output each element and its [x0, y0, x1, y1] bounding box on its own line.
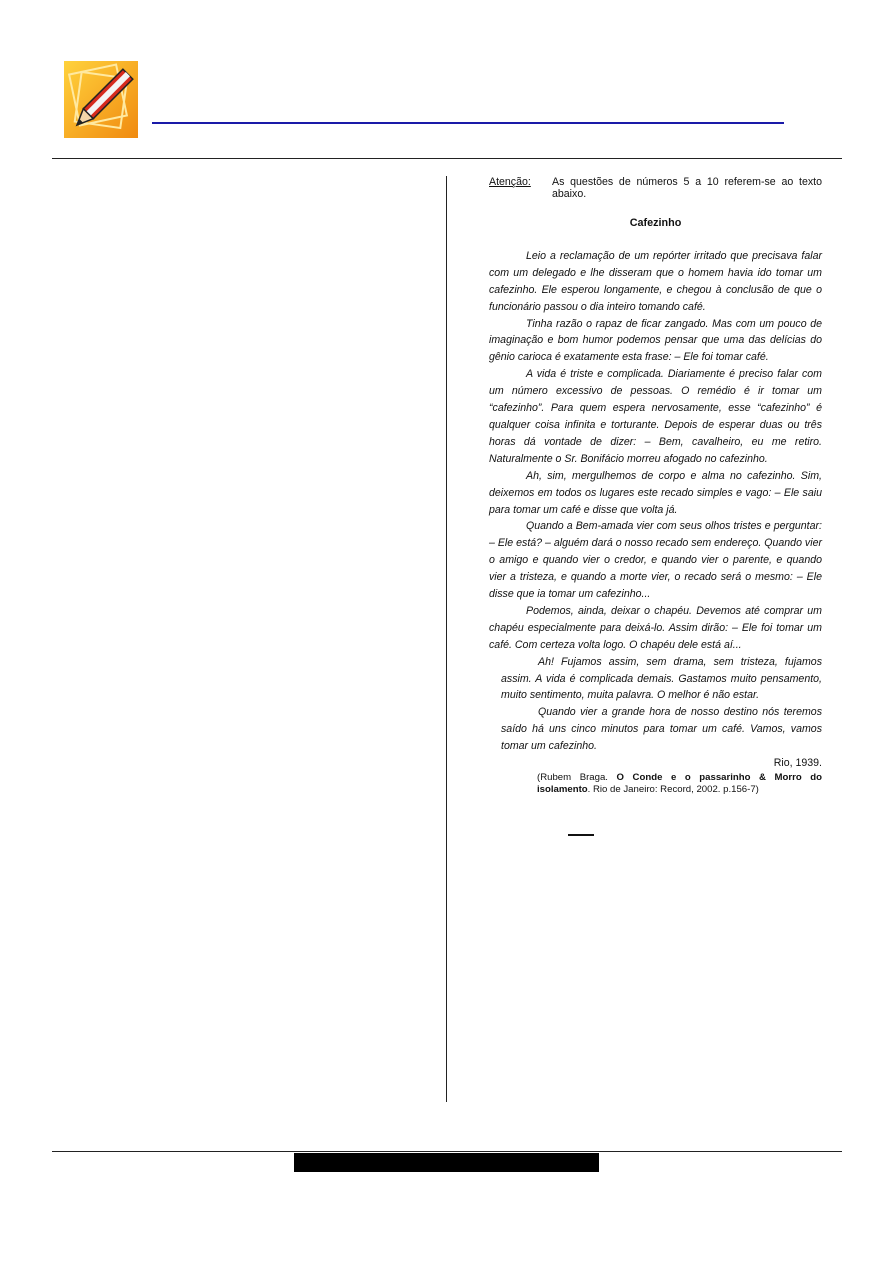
- story-paragraph: Podemos, ainda, deixar o chapéu. Devemos até comprar um chapéu especialmente para deixá-lo. Assim dirão: – Ele foi tomar um café. Com certeza volta logo. O chapéu dele está aí...: [489, 604, 822, 651]
- reference-prefix: (Rubem Braga.: [537, 772, 617, 783]
- header-line: [152, 122, 784, 124]
- story-paragraph: Quando vier a grande hora de nosso destino nós teremos saído há uns cinco minutos para tomar um café. Vamos, vamos tomar um cafezinho.: [501, 706, 822, 753]
- story-body: [489, 248, 822, 755]
- story-paragraph: Ah, sim, mergulhemos de corpo e alma no cafezinho. Sim, deixemos em todos os lugares este recado simples e vago: – Ele saiu para tomar um café e disse que volta já.: [489, 469, 822, 516]
- column-divider: [446, 176, 447, 1102]
- footer-bar: [294, 1153, 599, 1172]
- attention-text: As questões de números 5 a 10 referem-se ao texto abaixo.: [552, 176, 822, 200]
- place-date: Rio, 1939.: [773, 757, 822, 770]
- pencil-logo-icon: [64, 61, 138, 138]
- story-paragraph: Quando a Bem-amada vier com seus olhos tristes e perguntar: – Ele está? – alguém dará o nosso recado sem endereço. Quando vier o amigo e quando vier o credor, e quando vier o parente, e quando vier a tristeza, e quando a morte vier, o recado será o mesmo: – Ele disse que ia tomar um cafezinho...: [489, 520, 822, 601]
- attention-label: Atenção:: [489, 176, 531, 188]
- right-column: [489, 176, 822, 796]
- reference-suffix: . Rio de Janeiro: Record, 2002. p.156-7): [587, 784, 759, 795]
- attention-note: [489, 176, 822, 200]
- story-title: Cafezinho: [629, 217, 682, 229]
- story-paragraph: A vida é triste e complicada. Diariamente é preciso falar com um número excessivo de pessoas. O remédio é ir tomar um “cafezinho”. Para quem espera nervosamente, esse “cafezinho” é qualquer coisa infinita e torturante. Depois de esperar duas ou três horas dá vontade de dizer: – Bem, cavalheiro, eu me retiro. Naturalmente o Sr. Bonifácio morreu afogado no cafezinho.: [489, 368, 822, 465]
- short-rule: [568, 834, 594, 836]
- bibliographic-reference: [537, 772, 822, 796]
- story-paragraph: Leio a reclamação de um repórter irritado que precisava falar com um delegado e lhe disseram que o homem havia ido tomar um cafezinho. Ele esperou longamente, e chegou à conclusão de que o funcionário passou o dia inteiro tomando café.: [489, 249, 822, 313]
- reference-book-title: O Conde e o passarinho & Morro do isolamento: [537, 772, 823, 795]
- story-paragraph: Ah! Fujamos assim, sem drama, sem tristeza, fujamos assim. A vida é complicada demais. Gastamos muito pensamento, muito sentimento, muita palavra. O melhor é não estar.: [501, 655, 822, 702]
- story-paragraph: Tinha razão o rapaz de ficar zangado. Mas com um pouco de imaginação e bom humor podemos pensar que uma das delícias do gênio carioca é exatamente esta frase: – Ele foi tomar café.: [489, 317, 822, 364]
- top-rule: [52, 158, 842, 159]
- bottom-rule: [52, 1151, 842, 1152]
